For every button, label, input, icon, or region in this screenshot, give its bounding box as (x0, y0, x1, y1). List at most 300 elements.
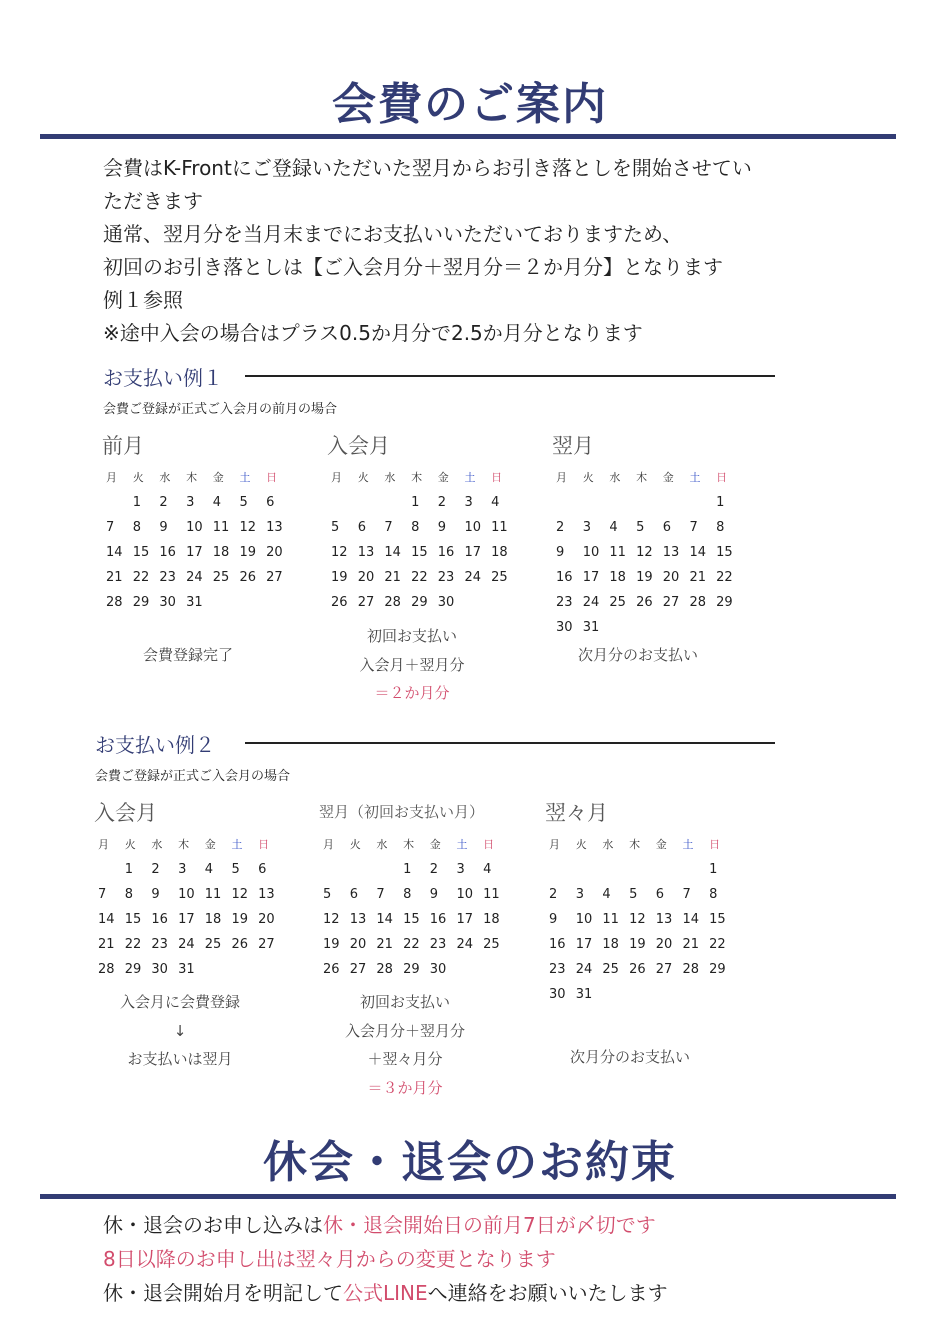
calendar-day: 18 (212, 545, 230, 560)
weekday-header: 日 (709, 838, 721, 851)
calendar-day: 19 (629, 937, 646, 952)
calendar-day: 6 (349, 887, 358, 902)
calendar-day: 3 (456, 862, 465, 877)
weekday-header: 水 (609, 471, 621, 484)
calendar-day: 21 (689, 570, 706, 585)
calendar-day: 18 (609, 570, 626, 585)
fee-title-rule (40, 134, 896, 139)
leave-title-rule (40, 1194, 896, 1199)
calendar-day: 28 (106, 595, 123, 610)
calendar-day: 1 (124, 862, 133, 877)
example1-heading: お支払い例１ (103, 366, 223, 390)
calendar-day: 11 (204, 887, 222, 902)
calendar-day: 9 (151, 887, 160, 902)
weekday-header: 木 (411, 471, 423, 484)
calendar-day: 29 (124, 962, 142, 977)
calendar-day: 8 (132, 520, 141, 535)
calendar-day: 8 (716, 520, 725, 535)
weekday-header: 金 (655, 838, 667, 851)
calendar-day: 4 (212, 495, 222, 510)
calendar-day: 18 (491, 545, 508, 560)
weekday-header: 月 (98, 838, 109, 851)
calendar-day: 6 (266, 495, 275, 510)
calendar-blank (598, 857, 625, 882)
weekday-header: 金 (212, 471, 224, 484)
calendar-day: 7 (384, 520, 393, 535)
calendar-day: 21 (384, 570, 401, 585)
calendar-day: 21 (682, 937, 699, 952)
intro-line: ただきます (103, 189, 203, 213)
weekday-header: 火 (582, 471, 594, 484)
calendar-day: 20 (266, 545, 283, 560)
weekday-header: 木 (636, 471, 648, 484)
calendar-day: 12 (629, 912, 646, 927)
calendar-day: 31 (178, 962, 195, 977)
weekday-header: 月 (323, 838, 334, 851)
weekday-header: 木 (403, 838, 415, 851)
calendar-day: 17 (456, 912, 473, 927)
calendar-day: 6 (357, 520, 366, 535)
weekday-header: 日 (483, 838, 495, 851)
calendar-day: 3 (178, 862, 187, 877)
calendar-blank (579, 490, 606, 515)
calendar-day: 1 (132, 495, 141, 510)
calendar-day: 19 (636, 570, 653, 585)
note-line: 入会月に会費登録 (119, 993, 240, 1011)
calendar-day: 13 (258, 887, 275, 902)
calendar-day: 12 (231, 887, 248, 902)
calendar-blank (652, 857, 679, 882)
calendar-day: 17 (464, 545, 481, 560)
calendar-day: 9 (549, 912, 558, 927)
calendar-day: 26 (239, 570, 256, 585)
calendar-day: 7 (689, 520, 698, 535)
calendar-day: 28 (682, 962, 699, 977)
example2-note-1 (80, 988, 280, 1074)
calendar-blank (632, 490, 659, 515)
calendar-day: 11 (491, 520, 508, 535)
calendar-day: 9 (429, 887, 439, 902)
weekday-header: 月 (556, 471, 567, 484)
weekday-header: 水 (602, 838, 614, 851)
calendar-day: 16 (556, 570, 573, 585)
calendar-day: 20 (655, 937, 673, 952)
weekday-header: 木 (178, 838, 190, 851)
leave-rules (103, 1208, 668, 1310)
weekday-header: 土 (239, 471, 251, 484)
note-total: ＝３か月分 (367, 1078, 443, 1097)
calendar-day: 14 (689, 545, 706, 560)
calendar-day: 26 (231, 937, 248, 952)
weekday-header: 火 (575, 838, 587, 851)
weekday-header: 水 (384, 471, 396, 484)
calendar-day: 2 (549, 887, 558, 902)
calendar-day: 1 (709, 862, 718, 877)
calendar-day: 17 (186, 545, 203, 560)
calendar-day: 5 (231, 862, 240, 877)
calendar-day: 22 (132, 570, 150, 585)
calendar-day: 8 (411, 520, 420, 535)
calendar-day: 7 (98, 887, 107, 902)
calendar-day: 13 (655, 912, 673, 927)
example1-subheading: 会費ご登録が正式ご入会月の前月の場合 (103, 402, 338, 417)
weekday-header: 水 (151, 838, 163, 851)
calendar-day: 9 (437, 520, 447, 535)
example1-note-2 (312, 622, 512, 708)
weekday-header: 火 (349, 838, 361, 851)
calendar-day: 17 (178, 912, 195, 927)
note-line: 初回お支払い (366, 627, 457, 645)
calendar-day: 30 (151, 962, 168, 977)
calendar-day: 4 (602, 887, 611, 902)
calendar-day: 23 (429, 937, 447, 952)
calendar-title: 前月 (102, 434, 144, 458)
calendar-day: 30 (556, 620, 573, 635)
calendar-day: 10 (582, 545, 600, 560)
calendar-day: 3 (464, 495, 473, 510)
calendar-day: 21 (376, 937, 393, 952)
calendar-title: 入会月 (327, 434, 390, 458)
calendar-day: 8 (124, 887, 133, 902)
calendar-day: 15 (411, 545, 428, 560)
calendar-day: 10 (186, 520, 203, 535)
calendar-day: 1 (716, 495, 725, 510)
calendar-grid (102, 465, 289, 615)
calendar-day: 29 (411, 595, 428, 610)
calendar-day: 9 (159, 520, 168, 535)
calendar-blank (572, 857, 599, 882)
weekday-header: 金 (662, 471, 674, 484)
calendar-day: 1 (411, 495, 420, 510)
note-line: 会費登録完了 (142, 646, 233, 664)
note-line: ＋翌々月分 (367, 1050, 443, 1068)
calendar-day: 26 (331, 595, 348, 610)
weekday-header: 金 (204, 838, 216, 851)
calendar-day: 16 (429, 912, 447, 927)
calendar-day: 24 (178, 937, 195, 952)
calendar-title: 翌々月 (545, 801, 608, 825)
calendar-day: 8 (709, 887, 718, 902)
calendar-day: 20 (349, 937, 367, 952)
calendar-day: 5 (629, 887, 638, 902)
example1-note-1 (88, 641, 288, 670)
example2-note-3 (530, 1043, 730, 1072)
calendar-day: 25 (483, 937, 500, 952)
weekday-header: 土 (464, 471, 476, 484)
calendar-day: 2 (437, 495, 447, 510)
calendar-day: 28 (689, 595, 706, 610)
rule-text: 休・退会のお申し込みは (103, 1213, 323, 1237)
calendar-day: 11 (609, 545, 626, 560)
weekday-header: 木 (186, 471, 198, 484)
calendar-grid (319, 832, 506, 982)
calendar-day: 3 (582, 520, 591, 535)
weekday-header: 水 (159, 471, 171, 484)
calendar-day: 7 (682, 887, 691, 902)
weekday-header: 土 (231, 838, 243, 851)
calendar-day: 28 (384, 595, 401, 610)
weekday-header: 土 (682, 838, 694, 851)
calendar-day: 17 (582, 570, 600, 585)
calendar-blank (327, 490, 354, 515)
calendar-day: 13 (662, 545, 680, 560)
calendar-day: 21 (106, 570, 123, 585)
weekday-header: 日 (258, 838, 270, 851)
calendar-day: 22 (124, 937, 142, 952)
official-line-link[interactable]: 公式LINE (343, 1281, 428, 1305)
calendar-day: 4 (204, 862, 214, 877)
weekday-header: 日 (716, 471, 728, 484)
weekday-header: 月 (549, 838, 560, 851)
intro-line: ※途中入会の場合はプラス0.5か月分で2.5か月分となります (103, 321, 643, 345)
note-line: 入会月分＋翌月分 (344, 1021, 465, 1040)
calendar-day: 11 (212, 520, 230, 535)
calendar-blank (354, 490, 381, 515)
example2-divider (245, 742, 775, 744)
calendar-day: 27 (266, 570, 283, 585)
calendar-day: 2 (556, 520, 565, 535)
calendar-day: 31 (575, 987, 593, 1002)
calendar-day: 11 (483, 887, 500, 902)
calendar-day: 27 (258, 937, 275, 952)
calendar-day: 10 (178, 887, 195, 902)
calendar-day: 25 (602, 962, 619, 977)
calendar-day: 15 (709, 912, 726, 927)
calendar-day: 15 (716, 545, 733, 560)
calendar-blank (102, 490, 129, 515)
calendar-day: 14 (106, 545, 123, 560)
weekday-header: 金 (429, 838, 441, 851)
calendar-blank (605, 490, 632, 515)
calendar-day: 22 (716, 570, 733, 585)
calendar-day: 26 (629, 962, 646, 977)
rule-line-3 (103, 1276, 668, 1310)
calendar-title: 翌月 (552, 434, 594, 458)
calendar-day: 1 (403, 862, 412, 877)
calendar-day: 28 (98, 962, 115, 977)
calendar-day: 27 (357, 595, 375, 610)
calendar-blank (346, 857, 373, 882)
calendar-day: 25 (212, 570, 230, 585)
calendar-day: 20 (357, 570, 375, 585)
calendar-day: 31 (186, 595, 203, 610)
weekday-header: 月 (331, 471, 342, 484)
calendar-day: 27 (655, 962, 673, 977)
note-line: 次月分のお支払い (577, 646, 698, 664)
calendar-day: 13 (349, 912, 367, 927)
intro-line: 会費はK-Frontにご登録いただいた翌月からお引き落としを開始させてい (103, 156, 752, 180)
calendar-day: 12 (331, 545, 348, 560)
calendar-day: 3 (575, 887, 584, 902)
rule-line-2: 8日以降のお申し出は翌々月からの変更となります (103, 1247, 556, 1271)
calendar-day: 2 (429, 862, 439, 877)
note-total: ＝２か月分 (374, 684, 450, 702)
calendar-day: 23 (437, 570, 455, 585)
calendar-day: 5 (323, 887, 332, 902)
calendar-day: 24 (582, 595, 600, 610)
calendar-day: 2 (151, 862, 160, 877)
calendar-day: 9 (556, 545, 565, 560)
calendar-day: 23 (556, 595, 573, 610)
calendar-day: 29 (403, 962, 420, 977)
calendar-day: 7 (106, 520, 115, 535)
calendar-day: 15 (132, 545, 150, 560)
calendar-blank (678, 857, 705, 882)
calendar-grid (552, 465, 739, 640)
rule-line-1 (103, 1208, 668, 1242)
calendar-day: 23 (549, 962, 566, 977)
calendar-day: 27 (662, 595, 680, 610)
calendar-day: 18 (483, 912, 500, 927)
calendar-day: 21 (98, 937, 115, 952)
calendar-day: 4 (483, 862, 492, 877)
calendar-day: 22 (411, 570, 428, 585)
intro-line: 初回のお引き落としは【ご入会月分＋翌月分＝２か月分】となります (103, 255, 723, 279)
fee-title: 会費のご案内 (332, 79, 608, 130)
calendar-day: 16 (437, 545, 455, 560)
calendar-day: 17 (575, 937, 593, 952)
calendar-day: 26 (636, 595, 653, 610)
calendar-day: 24 (186, 570, 203, 585)
calendar-day: 14 (98, 912, 115, 927)
calendar-day: 13 (266, 520, 283, 535)
intro-line: 通常、翌月分を当月末までにお支払いいただいておりますため、 (103, 222, 683, 246)
calendar-day: 25 (204, 937, 222, 952)
calendar-blank (685, 490, 712, 515)
calendar-day: 30 (429, 962, 447, 977)
calendar-day: 12 (323, 912, 340, 927)
calendar-day: 18 (204, 912, 222, 927)
example1-note-3 (538, 641, 738, 670)
calendar-day: 19 (331, 570, 348, 585)
calendar-day: 22 (403, 937, 420, 952)
calendar-day: 14 (682, 912, 699, 927)
calendar-day: 20 (662, 570, 680, 585)
note-line: 初回お支払い (359, 993, 450, 1011)
note-line: 入会月＋翌月分 (359, 655, 465, 674)
calendar-day: 8 (403, 887, 412, 902)
calendar-blank (659, 490, 686, 515)
weekday-header: 火 (132, 471, 144, 484)
calendar-day: 15 (124, 912, 142, 927)
calendar-day: 6 (655, 887, 665, 902)
example2-heading: お支払い例２ (95, 733, 215, 757)
calendar-day: 23 (159, 570, 176, 585)
intro-line: 例１参照 (103, 288, 183, 312)
intro-text (103, 152, 863, 350)
calendar-day: 2 (159, 495, 168, 510)
calendar-blank (552, 490, 579, 515)
calendar-day: 3 (186, 495, 195, 510)
example2-subheading: 会費ご登録が正式ご入会月の場合 (95, 769, 291, 784)
weekday-header: 月 (106, 471, 117, 484)
weekday-header: 木 (629, 838, 641, 851)
calendar-day: 10 (464, 520, 481, 535)
calendar-day: 24 (464, 570, 481, 585)
calendar-day: 7 (376, 887, 385, 902)
calendar-day: 24 (575, 962, 593, 977)
weekday-header: 金 (437, 471, 449, 484)
weekday-header: 日 (266, 471, 278, 484)
example1-divider (245, 375, 775, 377)
calendar-day: 25 (491, 570, 508, 585)
calendar-blank (625, 857, 652, 882)
calendar-day: 6 (662, 520, 672, 535)
calendar-day: 14 (376, 912, 393, 927)
calendar-day: 19 (323, 937, 340, 952)
note-line: 次月分のお支払い (569, 1048, 690, 1066)
rule-text: 休・退会開始月を明記して (103, 1281, 343, 1305)
calendar-day: 16 (151, 912, 168, 927)
calendar-day: 10 (575, 912, 593, 927)
calendar-day: 15 (403, 912, 420, 927)
calendar-day: 6 (258, 862, 267, 877)
example2-note-2 (305, 988, 505, 1102)
calendar-day: 4 (491, 495, 500, 510)
calendar-grid (327, 465, 514, 615)
calendar-day: 18 (602, 937, 619, 952)
calendar-day: 5 (239, 495, 248, 510)
note-line: お支払いは翌月 (127, 1050, 233, 1068)
calendar-day: 29 (132, 595, 150, 610)
calendar-day: 20 (258, 912, 275, 927)
calendar-day: 10 (456, 887, 473, 902)
calendar-blank (319, 857, 346, 882)
calendar-grid (545, 832, 732, 1007)
calendar-day: 24 (456, 937, 473, 952)
rule-deadline: 休・退会開始日の前月7日が〆切です (323, 1213, 656, 1237)
calendar-day: 5 (636, 520, 645, 535)
calendar-day: 29 (709, 962, 726, 977)
calendar-day: 25 (609, 595, 626, 610)
calendar-blank (545, 857, 572, 882)
calendar-day: 26 (323, 962, 340, 977)
calendar-day: 12 (636, 545, 653, 560)
calendar-day: 23 (151, 937, 168, 952)
calendar-day: 22 (709, 937, 726, 952)
calendar-day: 27 (349, 962, 367, 977)
weekday-header: 水 (376, 838, 388, 851)
calendar-day: 13 (357, 545, 375, 560)
calendar-day: 31 (582, 620, 600, 635)
calendar-day: 19 (239, 545, 256, 560)
calendar-day: 14 (384, 545, 401, 560)
calendar-day: 4 (609, 520, 618, 535)
calendar-blank (372, 857, 399, 882)
weekday-header: 火 (357, 471, 369, 484)
calendar-day: 5 (331, 520, 340, 535)
calendar-day: 30 (159, 595, 176, 610)
note-line: ↓ (173, 1021, 187, 1040)
calendar-day: 16 (159, 545, 176, 560)
calendar-day: 28 (376, 962, 393, 977)
calendar-day: 29 (716, 595, 733, 610)
calendar-day: 11 (602, 912, 619, 927)
calendar-blank (380, 490, 407, 515)
calendar-day: 30 (437, 595, 455, 610)
leave-title: 休会・退会のお約束 (263, 1137, 677, 1188)
calendar-day: 30 (549, 987, 566, 1002)
calendar-grid (94, 832, 281, 982)
weekday-header: 火 (124, 838, 136, 851)
calendar-day: 19 (231, 912, 248, 927)
weekday-header: 土 (689, 471, 701, 484)
calendar-title: 入会月 (94, 801, 157, 825)
weekday-header: 日 (491, 471, 503, 484)
calendar-title: 翌月（初回お支払い月） (319, 803, 485, 821)
weekday-header: 土 (456, 838, 468, 851)
rule-text: へ連絡をお願いいたします (427, 1281, 668, 1305)
